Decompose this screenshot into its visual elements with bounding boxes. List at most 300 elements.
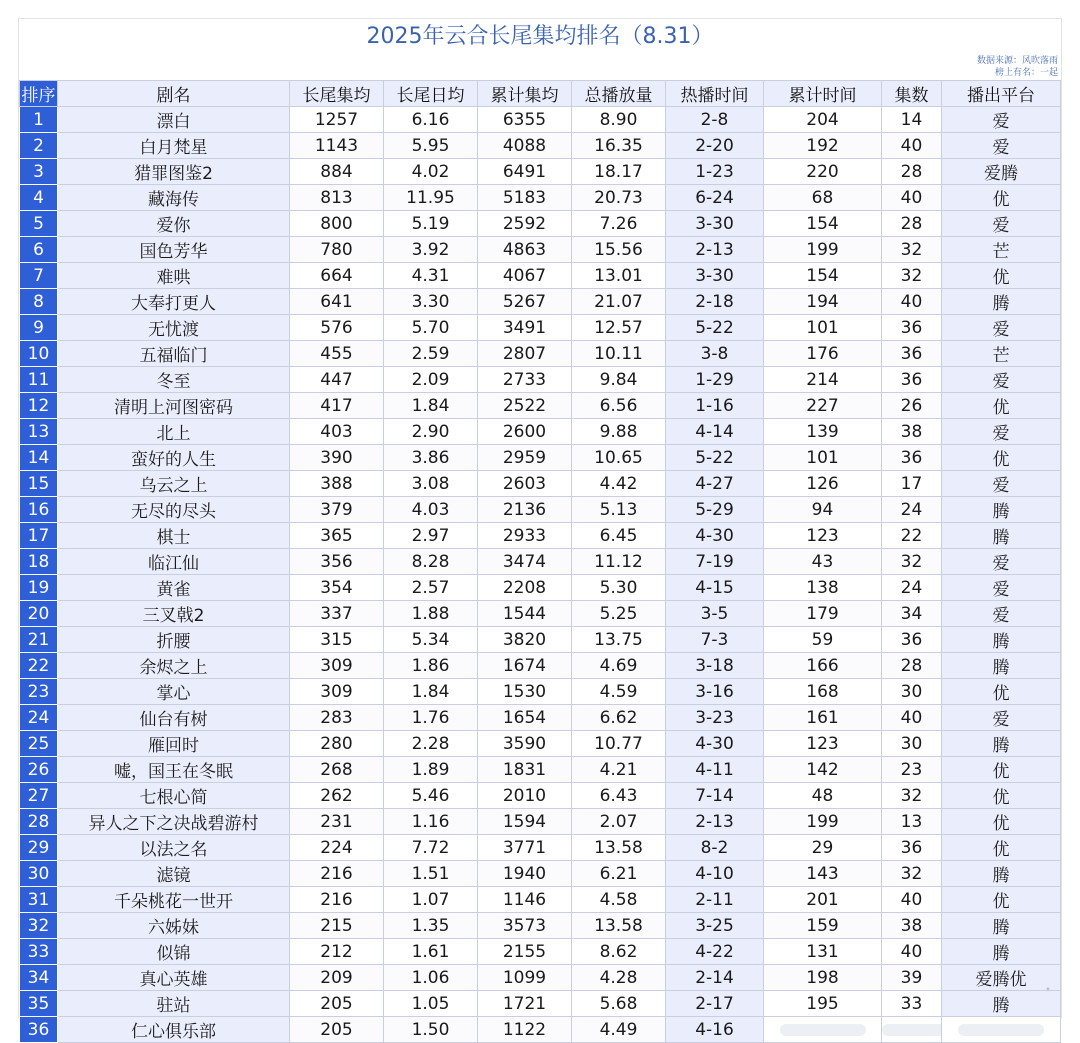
cell-accum-avg: 1654 (478, 705, 572, 731)
cell-accum-avg: 4088 (478, 133, 572, 159)
cell-accum-avg: 2136 (478, 497, 572, 523)
cell-name: 六姊妹 (58, 913, 290, 939)
cell-rank: 9 (20, 315, 58, 341)
cell-name: 临江仙 (58, 549, 290, 575)
cell-hot-time: 4-15 (666, 575, 764, 601)
cell-longtail-avg: 212 (290, 939, 384, 965)
cell-longtail-daily: 11.95 (384, 185, 478, 211)
cell-total-plays: 4.42 (572, 471, 666, 497)
cell-longtail-daily: 3.86 (384, 445, 478, 471)
cell-episodes: 38 (882, 419, 942, 445)
cell-accum-avg: 1831 (478, 757, 572, 783)
cell-total-plays: 16.35 (572, 133, 666, 159)
cell-platform: 爱 (942, 211, 1061, 237)
cell-accum-avg: 1544 (478, 601, 572, 627)
cell-total-plays: 2.07 (572, 809, 666, 835)
cell-longtail-avg: 215 (290, 913, 384, 939)
cell-name: 棋士 (58, 523, 290, 549)
cell-rank: 31 (20, 887, 58, 913)
cell-total-plays: 18.17 (572, 159, 666, 185)
cell-platform: 腾 (942, 939, 1061, 965)
cell-accum-avg: 2600 (478, 419, 572, 445)
cell-platform: 优 (942, 679, 1061, 705)
cell-longtail-daily: 1.50 (384, 1017, 478, 1043)
cell-total-plays: 6.21 (572, 861, 666, 887)
cell-accum-days (764, 1017, 882, 1043)
table-row (20, 263, 1061, 289)
cell-accum-avg: 2933 (478, 523, 572, 549)
cell-episodes: 22 (882, 523, 942, 549)
cell-accum-days: 43 (764, 549, 882, 575)
cell-rank: 26 (20, 757, 58, 783)
cell-longtail-avg: 309 (290, 679, 384, 705)
cell-name: 无尽的尽头 (58, 497, 290, 523)
cell-accum-days: 143 (764, 861, 882, 887)
cell-rank: 14 (20, 445, 58, 471)
cell-total-plays: 13.75 (572, 627, 666, 653)
cell-episodes: 36 (882, 835, 942, 861)
cell-accum-avg: 6491 (478, 159, 572, 185)
cell-platform: 优 (942, 445, 1061, 471)
cell-rank: 12 (20, 393, 58, 419)
cell-accum-avg: 3491 (478, 315, 572, 341)
cell-total-plays: 10.65 (572, 445, 666, 471)
cell-longtail-avg: 280 (290, 731, 384, 757)
cell-rank: 13 (20, 419, 58, 445)
cell-longtail-avg: 205 (290, 991, 384, 1017)
cell-platform: 优 (942, 393, 1061, 419)
cell-accum-avg: 1530 (478, 679, 572, 705)
cell-hot-time: 2-20 (666, 133, 764, 159)
header-episodes: 集数 (882, 81, 942, 107)
cell-longtail-avg: 354 (290, 575, 384, 601)
cell-platform: 芒 (942, 341, 1061, 367)
cell-longtail-avg: 379 (290, 497, 384, 523)
cell-longtail-daily: 6.16 (384, 107, 478, 133)
cell-longtail-daily: 4.02 (384, 159, 478, 185)
cell-total-plays: 15.56 (572, 237, 666, 263)
cell-accum-days: 166 (764, 653, 882, 679)
cell-hot-time: 5-29 (666, 497, 764, 523)
cell-platform: 腾 (942, 913, 1061, 939)
table-row (20, 965, 1061, 991)
cell-rank: 32 (20, 913, 58, 939)
cell-longtail-daily: 1.61 (384, 939, 478, 965)
cell-accum-avg: 2155 (478, 939, 572, 965)
cell-rank: 18 (20, 549, 58, 575)
cell-hot-time: 2-18 (666, 289, 764, 315)
cell-accum-days: 179 (764, 601, 882, 627)
cell-accum-days: 168 (764, 679, 882, 705)
cell-rank: 34 (20, 965, 58, 991)
cell-name: 嘘，国王在冬眠 (58, 757, 290, 783)
cell-platform: 腾 (942, 497, 1061, 523)
cell-name: 掌心 (58, 679, 290, 705)
cell-platform: 腾 (942, 289, 1061, 315)
cell-rank: 25 (20, 731, 58, 757)
cell-rank: 20 (20, 601, 58, 627)
cell-episodes: 32 (882, 861, 942, 887)
cell-episodes: 28 (882, 159, 942, 185)
cell-platform: 优 (942, 887, 1061, 913)
cell-accum-avg: 3573 (478, 913, 572, 939)
cell-episodes: 36 (882, 315, 942, 341)
cell-longtail-avg: 390 (290, 445, 384, 471)
cell-hot-time: 4-14 (666, 419, 764, 445)
cell-rank: 10 (20, 341, 58, 367)
table-row (20, 419, 1061, 445)
cell-rank: 23 (20, 679, 58, 705)
cell-accum-days: 94 (764, 497, 882, 523)
cell-longtail-avg: 417 (290, 393, 384, 419)
cell-episodes: 32 (882, 263, 942, 289)
cell-platform: 爱 (942, 107, 1061, 133)
cell-rank: 33 (20, 939, 58, 965)
cell-accum-avg: 3474 (478, 549, 572, 575)
cell-platform: 爱 (942, 367, 1061, 393)
cell-hot-time: 4-10 (666, 861, 764, 887)
cell-accum-days: 123 (764, 731, 882, 757)
cell-hot-time: 2-8 (666, 107, 764, 133)
cell-accum-days: 176 (764, 341, 882, 367)
cell-longtail-daily: 5.46 (384, 783, 478, 809)
cell-rank: 1 (20, 107, 58, 133)
cell-longtail-daily: 5.34 (384, 627, 478, 653)
cell-episodes: 28 (882, 653, 942, 679)
source-line-2: 榜上有名：一起 (994, 68, 1058, 78)
cell-rank: 4 (20, 185, 58, 211)
cell-hot-time: 3-16 (666, 679, 764, 705)
cell-name: 似锦 (58, 939, 290, 965)
cell-episodes: 17 (882, 471, 942, 497)
source-line-1: 数据来源：风吹落雨 (976, 56, 1058, 66)
cell-longtail-avg: 356 (290, 549, 384, 575)
cell-platform: 爱腾优 (942, 965, 1061, 991)
cell-total-plays: 13.58 (572, 835, 666, 861)
table-row (20, 211, 1061, 237)
cell-longtail-daily: 2.59 (384, 341, 478, 367)
cell-rank: 30 (20, 861, 58, 887)
cell-accum-avg: 5267 (478, 289, 572, 315)
obscured-cell (780, 1024, 866, 1036)
cell-episodes: 24 (882, 497, 942, 523)
cell-hot-time: 2-11 (666, 887, 764, 913)
cell-name: 乌云之上 (58, 471, 290, 497)
cell-platform: 爱 (942, 315, 1061, 341)
cell-name: 蛮好的人生 (58, 445, 290, 471)
cell-rank: 3 (20, 159, 58, 185)
cell-longtail-daily: 2.09 (384, 367, 478, 393)
cell-longtail-daily: 7.72 (384, 835, 478, 861)
cell-platform: 腾 (942, 991, 1061, 1017)
cell-accum-days: 154 (764, 211, 882, 237)
cell-episodes: 14 (882, 107, 942, 133)
header-accum-days: 累计时间 (764, 81, 882, 107)
cell-rank: 16 (20, 497, 58, 523)
cell-total-plays: 4.59 (572, 679, 666, 705)
cell-accum-days: 220 (764, 159, 882, 185)
cell-accum-days: 199 (764, 809, 882, 835)
cell-platform: 爱 (942, 601, 1061, 627)
cell-total-plays: 6.43 (572, 783, 666, 809)
table-row (20, 471, 1061, 497)
cell-accum-days: 48 (764, 783, 882, 809)
cell-name: 国色芳华 (58, 237, 290, 263)
cell-name: 雁回时 (58, 731, 290, 757)
cell-platform: 爱 (942, 705, 1061, 731)
cell-longtail-daily: 5.70 (384, 315, 478, 341)
cell-longtail-daily: 1.07 (384, 887, 478, 913)
cell-accum-avg: 1099 (478, 965, 572, 991)
cell-longtail-avg: 1257 (290, 107, 384, 133)
table-row (20, 991, 1061, 1017)
cell-longtail-avg: 216 (290, 887, 384, 913)
table-row (20, 809, 1061, 835)
cell-accum-days: 139 (764, 419, 882, 445)
cell-episodes: 36 (882, 627, 942, 653)
cell-total-plays: 5.13 (572, 497, 666, 523)
cell-hot-time: 2-17 (666, 991, 764, 1017)
cell-platform: 优 (942, 757, 1061, 783)
cell-total-plays: 4.69 (572, 653, 666, 679)
cell-longtail-avg: 576 (290, 315, 384, 341)
cell-longtail-avg: 315 (290, 627, 384, 653)
cell-total-plays: 10.11 (572, 341, 666, 367)
cell-longtail-avg: 268 (290, 757, 384, 783)
cell-accum-avg: 5183 (478, 185, 572, 211)
cell-accum-avg: 2208 (478, 575, 572, 601)
cell-accum-avg: 1674 (478, 653, 572, 679)
cell-longtail-daily: 3.08 (384, 471, 478, 497)
cell-longtail-avg: 780 (290, 237, 384, 263)
cell-accum-days: 131 (764, 939, 882, 965)
table-row (20, 445, 1061, 471)
table-row (20, 835, 1061, 861)
cell-accum-days: 59 (764, 627, 882, 653)
table-row (20, 315, 1061, 341)
cell-name: 以法之名 (58, 835, 290, 861)
cell-episodes: 30 (882, 679, 942, 705)
cell-episodes: 32 (882, 549, 942, 575)
table-row (20, 341, 1061, 367)
table-row (20, 939, 1061, 965)
cell-accum-avg: 2592 (478, 211, 572, 237)
cell-accum-days: 123 (764, 523, 882, 549)
cell-longtail-avg: 813 (290, 185, 384, 211)
cell-accum-days: 101 (764, 315, 882, 341)
obscured-cell (882, 1024, 942, 1036)
cell-episodes: 40 (882, 705, 942, 731)
cell-accum-avg: 3820 (478, 627, 572, 653)
cell-platform (942, 1017, 1061, 1043)
table-row (20, 497, 1061, 523)
header-name: 剧名 (58, 81, 290, 107)
cell-accum-avg: 1594 (478, 809, 572, 835)
cell-longtail-daily: 2.97 (384, 523, 478, 549)
cell-platform: 爱 (942, 471, 1061, 497)
header-hot-time: 热播时间 (666, 81, 764, 107)
cell-rank: 36 (20, 1017, 58, 1043)
cell-hot-time: 7-19 (666, 549, 764, 575)
cell-platform: 爱腾 (942, 159, 1061, 185)
cell-name: 三叉戟2 (58, 601, 290, 627)
cell-name: 五福临门 (58, 341, 290, 367)
cell-episodes: 40 (882, 133, 942, 159)
cell-total-plays: 9.84 (572, 367, 666, 393)
cell-accum-days: 227 (764, 393, 882, 419)
table-row (20, 523, 1061, 549)
cell-episodes: 30 (882, 731, 942, 757)
cell-total-plays: 4.28 (572, 965, 666, 991)
cell-rank: 7 (20, 263, 58, 289)
cell-accum-avg: 6355 (478, 107, 572, 133)
table-row (20, 393, 1061, 419)
cell-rank: 2 (20, 133, 58, 159)
cell-longtail-avg: 209 (290, 965, 384, 991)
cell-longtail-daily: 2.90 (384, 419, 478, 445)
cell-name: 驻站 (58, 991, 290, 1017)
cell-episodes: 40 (882, 939, 942, 965)
source-note (838, 55, 1058, 79)
cell-accum-avg: 4067 (478, 263, 572, 289)
cell-hot-time: 4-27 (666, 471, 764, 497)
cell-longtail-daily: 1.51 (384, 861, 478, 887)
cell-total-plays: 12.57 (572, 315, 666, 341)
cell-longtail-daily: 3.30 (384, 289, 478, 315)
cell-total-plays: 7.26 (572, 211, 666, 237)
cell-hot-time: 2-13 (666, 237, 764, 263)
cell-platform: 腾 (942, 653, 1061, 679)
ranking-table (19, 80, 1061, 1043)
cell-episodes (882, 1017, 942, 1043)
cell-longtail-avg: 884 (290, 159, 384, 185)
table-row (20, 887, 1061, 913)
cell-name: 仙台有树 (58, 705, 290, 731)
cell-longtail-avg: 800 (290, 211, 384, 237)
cell-total-plays: 9.88 (572, 419, 666, 445)
cell-platform: 腾 (942, 731, 1061, 757)
cell-longtail-daily: 5.19 (384, 211, 478, 237)
cell-longtail-avg: 262 (290, 783, 384, 809)
cell-accum-days: 199 (764, 237, 882, 263)
cell-episodes: 38 (882, 913, 942, 939)
cell-name: 大奉打更人 (58, 289, 290, 315)
cell-platform: 爱 (942, 419, 1061, 445)
cell-hot-time: 1-16 (666, 393, 764, 419)
cell-name: 藏海传 (58, 185, 290, 211)
cell-name: 猎罪图鉴2 (58, 159, 290, 185)
cell-hot-time: 3-18 (666, 653, 764, 679)
cell-total-plays: 6.62 (572, 705, 666, 731)
cell-accum-avg: 2603 (478, 471, 572, 497)
cell-hot-time: 2-13 (666, 809, 764, 835)
cell-episodes: 40 (882, 185, 942, 211)
table-row (20, 133, 1061, 159)
cell-name: 七根心简 (58, 783, 290, 809)
cell-rank: 22 (20, 653, 58, 679)
cell-rank: 27 (20, 783, 58, 809)
cell-longtail-avg: 216 (290, 861, 384, 887)
table-row (20, 185, 1061, 211)
cell-accum-days: 161 (764, 705, 882, 731)
table-row (20, 861, 1061, 887)
cell-accum-avg: 1940 (478, 861, 572, 887)
cell-longtail-avg: 664 (290, 263, 384, 289)
table-row (20, 1017, 1061, 1043)
cell-accum-avg: 2959 (478, 445, 572, 471)
cell-name: 清明上河图密码 (58, 393, 290, 419)
cell-hot-time: 4-30 (666, 731, 764, 757)
table-row (20, 705, 1061, 731)
cell-episodes: 33 (882, 991, 942, 1017)
cell-hot-time: 1-23 (666, 159, 764, 185)
cell-accum-avg: 4863 (478, 237, 572, 263)
cell-name: 漂白 (58, 107, 290, 133)
cell-rank: 11 (20, 367, 58, 393)
cell-total-plays: 6.45 (572, 523, 666, 549)
cell-platform: 爱 (942, 133, 1061, 159)
cell-platform: 优 (942, 809, 1061, 835)
obscured-cell (958, 1024, 1044, 1036)
cell-name: 折腰 (58, 627, 290, 653)
cell-total-plays: 13.01 (572, 263, 666, 289)
cell-longtail-avg: 231 (290, 809, 384, 835)
cell-accum-days: 101 (764, 445, 882, 471)
cell-accum-avg: 2010 (478, 783, 572, 809)
cell-episodes: 39 (882, 965, 942, 991)
cell-total-plays: 5.25 (572, 601, 666, 627)
cell-total-plays: 5.68 (572, 991, 666, 1017)
cell-longtail-avg: 447 (290, 367, 384, 393)
table-row (20, 575, 1061, 601)
cell-accum-days: 126 (764, 471, 882, 497)
cell-name: 北上 (58, 419, 290, 445)
cell-total-plays: 21.07 (572, 289, 666, 315)
cell-name: 黄雀 (58, 575, 290, 601)
cell-longtail-avg: 283 (290, 705, 384, 731)
cell-total-plays: 11.12 (572, 549, 666, 575)
cell-hot-time: 4-30 (666, 523, 764, 549)
cell-episodes: 36 (882, 341, 942, 367)
cell-hot-time: 6-24 (666, 185, 764, 211)
cell-platform: 优 (942, 263, 1061, 289)
cell-name: 滤镜 (58, 861, 290, 887)
cell-accum-days: 198 (764, 965, 882, 991)
cell-total-plays: 10.77 (572, 731, 666, 757)
table-row (20, 289, 1061, 315)
cell-total-plays: 8.62 (572, 939, 666, 965)
cell-accum-days: 68 (764, 185, 882, 211)
cell-accum-avg: 3590 (478, 731, 572, 757)
cell-longtail-daily: 8.28 (384, 549, 478, 575)
table-row (20, 549, 1061, 575)
cell-platform: 腾 (942, 627, 1061, 653)
cell-platform: 优 (942, 783, 1061, 809)
cell-total-plays: 20.73 (572, 185, 666, 211)
table-row (20, 731, 1061, 757)
cell-accum-avg: 2807 (478, 341, 572, 367)
cell-episodes: 36 (882, 367, 942, 393)
cell-longtail-daily: 1.84 (384, 679, 478, 705)
cell-rank: 28 (20, 809, 58, 835)
cell-longtail-avg: 365 (290, 523, 384, 549)
cell-longtail-avg: 205 (290, 1017, 384, 1043)
cell-accum-days: 159 (764, 913, 882, 939)
cell-longtail-daily: 2.57 (384, 575, 478, 601)
cell-episodes: 13 (882, 809, 942, 835)
cell-episodes: 23 (882, 757, 942, 783)
cell-hot-time: 3-23 (666, 705, 764, 731)
